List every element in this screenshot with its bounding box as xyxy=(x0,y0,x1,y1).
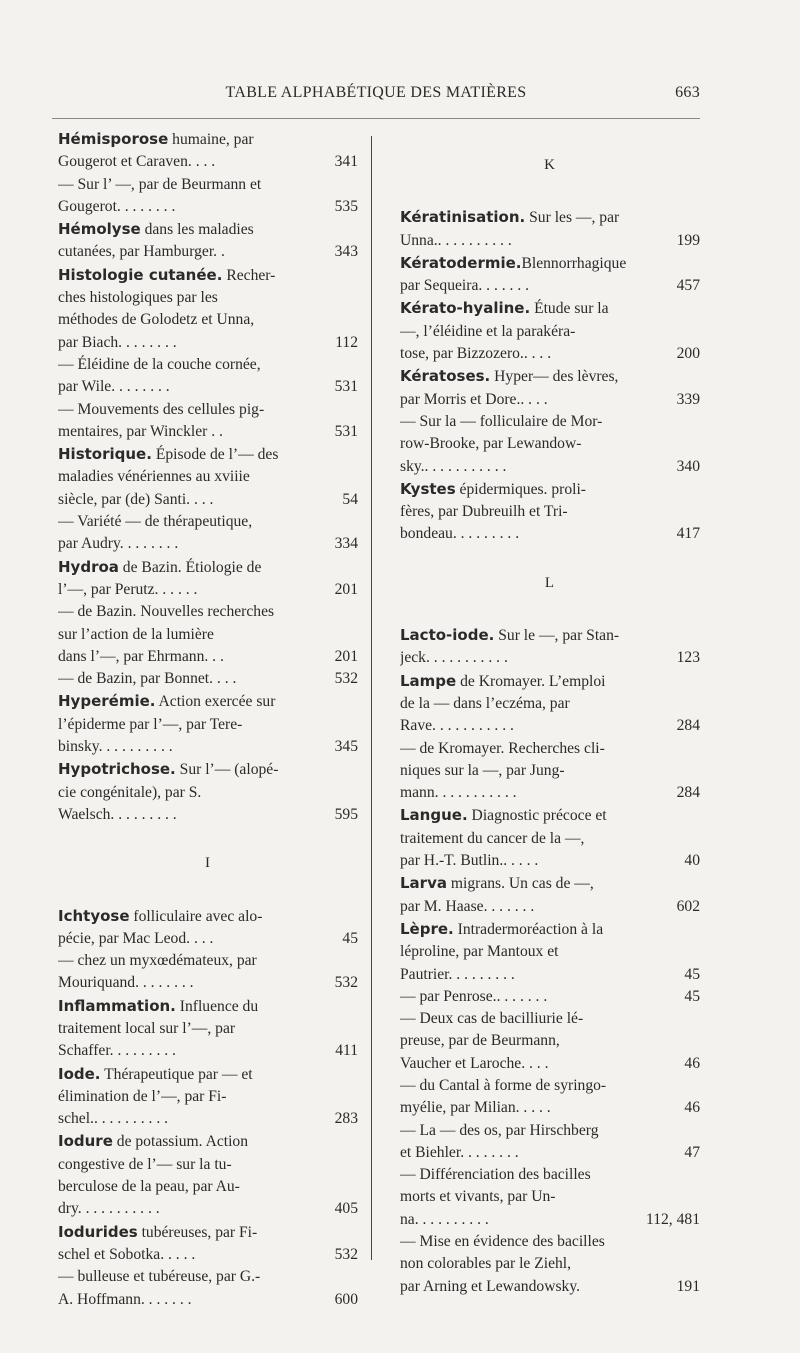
entry-text: et Biehler. . . . . . . . xyxy=(400,1143,519,1161)
section-letter: K xyxy=(544,157,556,173)
entry-line xyxy=(58,174,358,196)
index-entry xyxy=(58,264,358,354)
entry-text: folliculaire avec alo- xyxy=(129,907,263,925)
entry-line xyxy=(58,128,358,151)
entry-text: humaine, par xyxy=(168,131,254,148)
index-entry xyxy=(58,690,358,758)
entry-text: Action exercée sur xyxy=(155,693,276,711)
entry-line xyxy=(58,1086,358,1108)
entry-text: mann. . . . . . . . . . . xyxy=(400,784,517,802)
entry-text: tubéreuses, par Fi- xyxy=(137,1223,258,1241)
entry-text: pécie, par Mac Leod. . . . xyxy=(58,929,214,947)
index-entry xyxy=(58,443,358,511)
entry-line xyxy=(58,196,358,218)
page-reference: 191 xyxy=(673,1276,700,1298)
entry-line xyxy=(58,533,358,555)
index-entry xyxy=(58,1130,358,1220)
entry-line xyxy=(400,1186,700,1208)
entry-text: Thérapeutique par — et xyxy=(100,1065,253,1083)
entry-line xyxy=(58,928,358,950)
index-entry xyxy=(400,478,700,546)
entry-line xyxy=(58,1198,358,1220)
entry-text: niques sur la —, par Jung- xyxy=(400,761,565,779)
entry-line xyxy=(58,736,358,758)
entry-text: de la — dans l’eczéma, par xyxy=(400,694,570,712)
index-entry xyxy=(400,670,700,738)
entry-text: maladies vénériennes au xviiie xyxy=(58,468,250,486)
running-title: TABLE ALPHABÉTIQUE DES MATIÈRES xyxy=(225,84,527,101)
entry-line xyxy=(58,1221,358,1244)
entry-line xyxy=(58,309,358,331)
index-entry xyxy=(400,872,700,918)
entry-line xyxy=(58,804,358,826)
entry-text: —, l’éléidine et la parakéra- xyxy=(400,322,576,340)
entry-text: dans les maladies xyxy=(140,221,254,239)
entry-line xyxy=(58,668,358,690)
entry-text: — de Kromayer. Recherches cli- xyxy=(400,739,605,757)
index-entry xyxy=(58,354,358,399)
right-column xyxy=(400,128,700,1298)
entry-heading: Hydroa xyxy=(58,557,119,576)
entry-line xyxy=(400,1142,700,1164)
index-entry xyxy=(58,995,358,1063)
entry-heading: Kystes xyxy=(400,479,456,498)
entry-text: — La — des os, par Hirschberg xyxy=(400,1121,599,1139)
index-entry xyxy=(58,399,358,444)
entry-line xyxy=(400,693,700,715)
entry-text: par Wile. . . . . . . . xyxy=(58,378,170,396)
index-entry xyxy=(400,804,700,872)
entry-line xyxy=(400,1164,700,1186)
entry-text: Vaucher et Laroche. . . . xyxy=(400,1054,549,1072)
entry-line xyxy=(58,241,358,263)
entry-text: berculose de la peau, par Au- xyxy=(58,1178,240,1196)
entry-heading: Histologie cutanée. xyxy=(58,265,223,284)
entry-line xyxy=(400,1030,700,1052)
entry-line xyxy=(400,478,700,501)
index-entry xyxy=(400,297,700,365)
index-entry xyxy=(58,950,358,995)
index-entry xyxy=(400,206,700,252)
entry-heading: Kératodermie. xyxy=(400,253,522,272)
entry-text: Étude sur la xyxy=(530,300,609,318)
entry-heading: Ichtyose xyxy=(58,906,130,925)
index-entry xyxy=(400,918,700,986)
page-reference: 45 xyxy=(680,964,700,986)
entry-line xyxy=(58,579,358,601)
page-reference: 334 xyxy=(331,533,358,555)
index-entry xyxy=(400,986,700,1008)
index-entry xyxy=(400,738,700,805)
entry-line xyxy=(58,218,358,241)
entry-heading: Hémolyse xyxy=(58,220,141,239)
running-header xyxy=(52,84,700,108)
entry-line xyxy=(58,1176,358,1198)
entry-text: fères, par Dubreuilh et Tri- xyxy=(400,503,568,521)
entry-line xyxy=(58,690,358,713)
page-reference: 532 xyxy=(331,1244,358,1266)
entry-text: Unna.. . . . . . . . . . xyxy=(400,231,512,249)
entry-heading: Lacto-iode. xyxy=(400,626,495,645)
entry-heading: Kératinisation. xyxy=(400,208,526,227)
entry-text: binsky. . . . . . . . . . xyxy=(58,738,173,756)
entry-line xyxy=(58,332,358,354)
entry-text: Mouriquand. . . . . . . . xyxy=(58,974,194,992)
page-reference: 417 xyxy=(673,523,700,545)
entry-heading: Inflammation. xyxy=(58,996,176,1015)
entry-line xyxy=(400,433,700,455)
entry-heading: Hyperémie. xyxy=(58,692,156,711)
entry-text: Sur les —, par xyxy=(525,209,620,227)
entry-line xyxy=(58,1154,358,1176)
entry-line xyxy=(58,624,358,646)
index-entry xyxy=(400,252,700,298)
entry-line xyxy=(400,760,700,782)
entry-heading: Iode. xyxy=(58,1064,101,1083)
page-reference: 532 xyxy=(331,972,358,994)
entry-text: — bulleuse et tubéreuse, par G.- xyxy=(58,1268,261,1286)
index-entry xyxy=(58,1221,358,1267)
entry-text: schel.. . . . . . . . . . xyxy=(58,1110,169,1128)
entry-line xyxy=(400,941,700,963)
entry-line xyxy=(400,1097,700,1119)
index-entry xyxy=(400,365,700,411)
entry-line xyxy=(400,828,700,850)
entry-line xyxy=(400,297,700,320)
entry-line xyxy=(58,1040,358,1062)
entry-text: Diagnostic précoce et xyxy=(467,807,607,825)
page-reference: 45 xyxy=(338,928,358,950)
entry-line xyxy=(400,872,700,895)
page-reference: 457 xyxy=(673,275,700,297)
entry-line xyxy=(58,972,358,994)
page-reference: 112 xyxy=(331,332,358,354)
entry-text: congestive de l’— sur la tu- xyxy=(58,1155,232,1173)
index-entry xyxy=(400,1008,700,1075)
entry-text: de potassium. Action xyxy=(112,1133,249,1151)
entry-line xyxy=(400,501,700,523)
page-reference: 201 xyxy=(331,646,358,668)
entry-text: dry. . . . . . . . . . . xyxy=(58,1200,160,1218)
page-reference: 112, 481 xyxy=(642,1209,700,1231)
index-entry xyxy=(58,174,358,219)
entry-line xyxy=(58,399,358,421)
entry-text: — chez un myxœdémateux, par xyxy=(58,952,257,970)
entry-heading: Kérato-hyaline. xyxy=(400,299,531,318)
page-reference: 600 xyxy=(331,1289,358,1311)
section-letter: L xyxy=(544,574,556,591)
entry-line xyxy=(58,466,358,488)
entry-text: — de Bazin. Nouvelles recherches xyxy=(58,603,275,621)
entry-line xyxy=(58,1244,358,1266)
header-rule xyxy=(52,118,700,119)
entry-text: l’—, par Perutz. . . . . . xyxy=(58,580,198,598)
entry-heading: Iodure xyxy=(58,1132,113,1151)
entry-text: léproline, par Mantoux et xyxy=(400,943,559,961)
entry-text: Hyper— des lèvres, xyxy=(490,368,619,386)
entry-line xyxy=(58,151,358,173)
entry-line xyxy=(400,1253,700,1275)
page-reference: 339 xyxy=(673,389,700,411)
entry-line xyxy=(400,1120,700,1142)
page-reference: 535 xyxy=(331,196,358,218)
entry-heading: Hypotrichose. xyxy=(58,760,176,779)
entry-text: l’épiderme par l’—, par Tere- xyxy=(58,715,243,733)
entry-line xyxy=(58,1130,358,1153)
index-entry xyxy=(400,411,700,478)
index-entry xyxy=(58,668,358,690)
entry-text: sky.. . . . . . . . . . . xyxy=(400,457,507,475)
entry-text: — Sur la — folliculaire de Mor- xyxy=(400,412,603,430)
page-reference: 46 xyxy=(680,1097,700,1119)
entry-text: — Mise en évidence des bacilles xyxy=(400,1233,605,1251)
entry-line xyxy=(400,804,700,827)
page-reference: 46 xyxy=(680,1053,700,1075)
entry-line xyxy=(58,995,358,1018)
entry-line xyxy=(400,896,700,918)
entry-line xyxy=(400,647,700,669)
entry-line xyxy=(400,986,700,1008)
page-reference: 283 xyxy=(331,1108,358,1130)
entry-text: de Kromayer. L’emploi xyxy=(456,672,606,690)
page-reference: 123 xyxy=(673,647,700,669)
index-entry xyxy=(58,601,358,668)
entry-line xyxy=(58,782,358,804)
entry-text: par H.-T. Butlin.. . . . . xyxy=(400,852,539,870)
entry-line xyxy=(58,1018,358,1040)
index-entry xyxy=(58,1266,358,1311)
entry-line xyxy=(58,1108,358,1130)
entry-line xyxy=(400,964,700,986)
entry-text: par Biach. . . . . . . . xyxy=(58,333,177,351)
entry-line xyxy=(58,511,358,533)
entry-text: Blennorrhagique xyxy=(521,254,627,272)
entry-line xyxy=(400,670,700,693)
section-letter: I xyxy=(205,855,211,872)
entry-text: par Morris et Dore.. . . . xyxy=(400,390,548,408)
entry-line xyxy=(400,523,700,545)
index-entry xyxy=(400,1120,700,1165)
entry-text: — Variété — de thérapeutique, xyxy=(58,513,253,531)
entry-line xyxy=(58,1289,358,1311)
entry-text: row-Brooke, par Lewandow- xyxy=(400,435,582,453)
entry-text: sur l’action de la lumière xyxy=(58,625,214,643)
entry-text: cutanées, par Hamburger. . xyxy=(58,243,225,261)
entry-line xyxy=(400,343,700,365)
left-column xyxy=(58,128,358,1311)
index-entry xyxy=(400,1164,700,1231)
column-divider xyxy=(371,136,372,1260)
entry-text: A. Hoffmann. . . . . . . xyxy=(58,1290,192,1308)
entry-line xyxy=(400,1231,700,1253)
entry-heading: Langue. xyxy=(400,806,468,825)
entry-text: élimination de l’—, par Fi- xyxy=(58,1087,227,1105)
entry-line xyxy=(400,624,700,647)
entry-text: — Sur l’ —, par de Beurmann et xyxy=(58,175,262,193)
page-reference: 54 xyxy=(338,489,358,511)
index-entry xyxy=(58,218,358,264)
entry-line xyxy=(58,905,358,928)
page-reference: 345 xyxy=(331,736,358,758)
entry-heading: Lèpre. xyxy=(400,919,454,938)
entry-line xyxy=(58,287,358,309)
entry-line xyxy=(58,354,358,376)
entry-text: Épisode de l’— des xyxy=(151,446,279,464)
page-reference: 40 xyxy=(680,850,700,872)
entry-line xyxy=(58,376,358,398)
page-reference: 200 xyxy=(673,343,700,365)
index-entry xyxy=(58,905,358,951)
entry-text: tose, par Bizzozero.. . . . xyxy=(400,345,552,363)
entry-line xyxy=(400,389,700,411)
page-reference: 531 xyxy=(331,376,358,398)
entry-text: — du Cantal à forme de syringo- xyxy=(400,1076,607,1094)
page-reference: 343 xyxy=(331,241,358,263)
page-reference: 45 xyxy=(680,986,700,1008)
entry-line xyxy=(400,1053,700,1075)
entry-line xyxy=(400,918,700,941)
entry-text: par M. Haase. . . . . . . xyxy=(400,897,535,915)
entry-text: épidermiques. proli- xyxy=(455,480,587,498)
entry-text: myélie, par Milian. . . . . xyxy=(400,1099,551,1117)
entry-text: Pautrier. . . . . . . . . xyxy=(400,965,515,983)
entry-heading: Historique. xyxy=(58,445,152,464)
entry-text: Influence du xyxy=(175,997,259,1015)
entry-heading: Larva xyxy=(400,874,447,893)
entry-line xyxy=(58,489,358,511)
entry-line xyxy=(400,321,700,343)
index-entry xyxy=(400,1231,700,1298)
entry-line xyxy=(400,738,700,760)
page-reference: 341 xyxy=(331,151,358,173)
entry-text: — par Penrose.. . . . . . . xyxy=(400,987,548,1005)
entry-text: morts et vivants, par Un- xyxy=(400,1188,556,1206)
entry-text: de Bazin. Étiologie de xyxy=(118,558,262,576)
entry-line xyxy=(400,1075,700,1097)
index-entry xyxy=(400,1075,700,1120)
entry-line xyxy=(400,1209,700,1231)
entry-text: Waelsch. . . . . . . . . xyxy=(58,805,177,823)
page-reference: 199 xyxy=(673,230,700,252)
entry-text: — Différenciation des bacilles xyxy=(400,1166,591,1184)
entry-text: Sur le —, par Stan- xyxy=(494,627,620,645)
entry-text: Sur l’— (alopé- xyxy=(175,761,279,779)
page-reference: 284 xyxy=(673,782,700,804)
entry-heading: Hémisporose xyxy=(58,130,169,148)
entry-text: traitement local sur l’—, par xyxy=(58,1019,236,1037)
entry-line xyxy=(400,206,700,229)
index-entry xyxy=(58,128,358,174)
entry-line xyxy=(400,365,700,388)
entry-line xyxy=(58,601,358,623)
entry-text: jeck. . . . . . . . . . . xyxy=(400,649,508,667)
entry-text: — Mouvements des cellules pig- xyxy=(58,400,265,418)
entry-line xyxy=(58,646,358,668)
entry-heading: Kératoses. xyxy=(400,367,491,386)
entry-line xyxy=(400,230,700,252)
page-reference: 340 xyxy=(673,456,700,478)
entry-text: — de Bazin, par Bonnet. . . . xyxy=(58,670,237,688)
entry-text: siècle, par (de) Santi. . . . xyxy=(58,490,214,508)
entry-text: preuse, par de Beurmann, xyxy=(400,1032,560,1050)
index-entry xyxy=(400,624,700,670)
entry-text: Gougerot et Caraven. . . . xyxy=(58,153,216,171)
index-entry xyxy=(58,1063,358,1131)
entry-line xyxy=(58,758,358,781)
page-reference: 531 xyxy=(331,421,358,443)
entry-text: Recher- xyxy=(222,266,276,284)
entry-text: non colorables par le Ziehl, xyxy=(400,1255,572,1273)
entry-line xyxy=(400,850,700,872)
entry-text: par Audry. . . . . . . . xyxy=(58,535,179,553)
entry-line xyxy=(58,714,358,736)
entry-heading: Lampe xyxy=(400,671,457,690)
page-reference: 532 xyxy=(331,668,358,690)
page-reference: 284 xyxy=(673,715,700,737)
entry-text: bondeau. . . . . . . . . xyxy=(400,525,520,543)
entry-line xyxy=(58,1063,358,1086)
entry-text: — Deux cas de bacilliurie lé- xyxy=(400,1010,584,1028)
entry-line xyxy=(400,411,700,433)
entry-line xyxy=(400,782,700,804)
entry-line xyxy=(58,950,358,972)
entry-line xyxy=(400,252,700,275)
entry-text: dans l’—, par Ehrmann. . . xyxy=(58,647,224,665)
entry-line xyxy=(58,1266,358,1288)
page-reference: 602 xyxy=(673,896,700,918)
entry-text: mentaires, par Winckler . . xyxy=(58,422,223,440)
entry-text: par Arning et Lewandowsky. xyxy=(400,1277,581,1295)
entry-text: — Éléidine de la couche cornée, xyxy=(58,355,261,373)
page-number: 663 xyxy=(675,84,700,101)
entry-text: traitement du cancer de la —, xyxy=(400,829,585,847)
entry-text: Schaffer. . . . . . . . . xyxy=(58,1042,176,1060)
entry-line xyxy=(58,443,358,466)
index-entry xyxy=(58,758,358,826)
entry-line xyxy=(400,1008,700,1030)
entry-line xyxy=(58,556,358,579)
page-reference: 405 xyxy=(331,1198,358,1220)
entry-line xyxy=(58,421,358,443)
entry-text: schel et Sobotka. . . . . xyxy=(58,1245,196,1263)
entry-heading: Iodurides xyxy=(58,1222,138,1241)
entry-text: méthodes de Golodetz et Unna, xyxy=(58,311,255,329)
entry-line xyxy=(400,275,700,297)
page-reference: 411 xyxy=(331,1040,358,1062)
entry-line xyxy=(58,264,358,287)
index-entry xyxy=(58,556,358,602)
entry-line xyxy=(400,456,700,478)
page-reference: 47 xyxy=(680,1142,700,1164)
index-entry xyxy=(58,511,358,556)
entry-text: cie congénitale), par S. xyxy=(58,783,202,801)
entry-text: na. . . . . . . . . . xyxy=(400,1210,489,1228)
entry-line xyxy=(400,715,700,737)
page-reference: 201 xyxy=(331,579,358,601)
entry-text: par Sequeira. . . . . . . xyxy=(400,277,530,295)
entry-line xyxy=(400,1276,700,1298)
entry-text: Intradermoréaction à la xyxy=(453,920,604,938)
entry-text: Rave. . . . . . . . . . . xyxy=(400,717,514,735)
page-reference: 595 xyxy=(331,804,358,826)
entry-text: Gougerot. . . . . . . . xyxy=(58,197,176,215)
entry-text: ches histologiques par les xyxy=(58,289,218,307)
entry-text: migrans. Un cas de —, xyxy=(446,875,594,893)
